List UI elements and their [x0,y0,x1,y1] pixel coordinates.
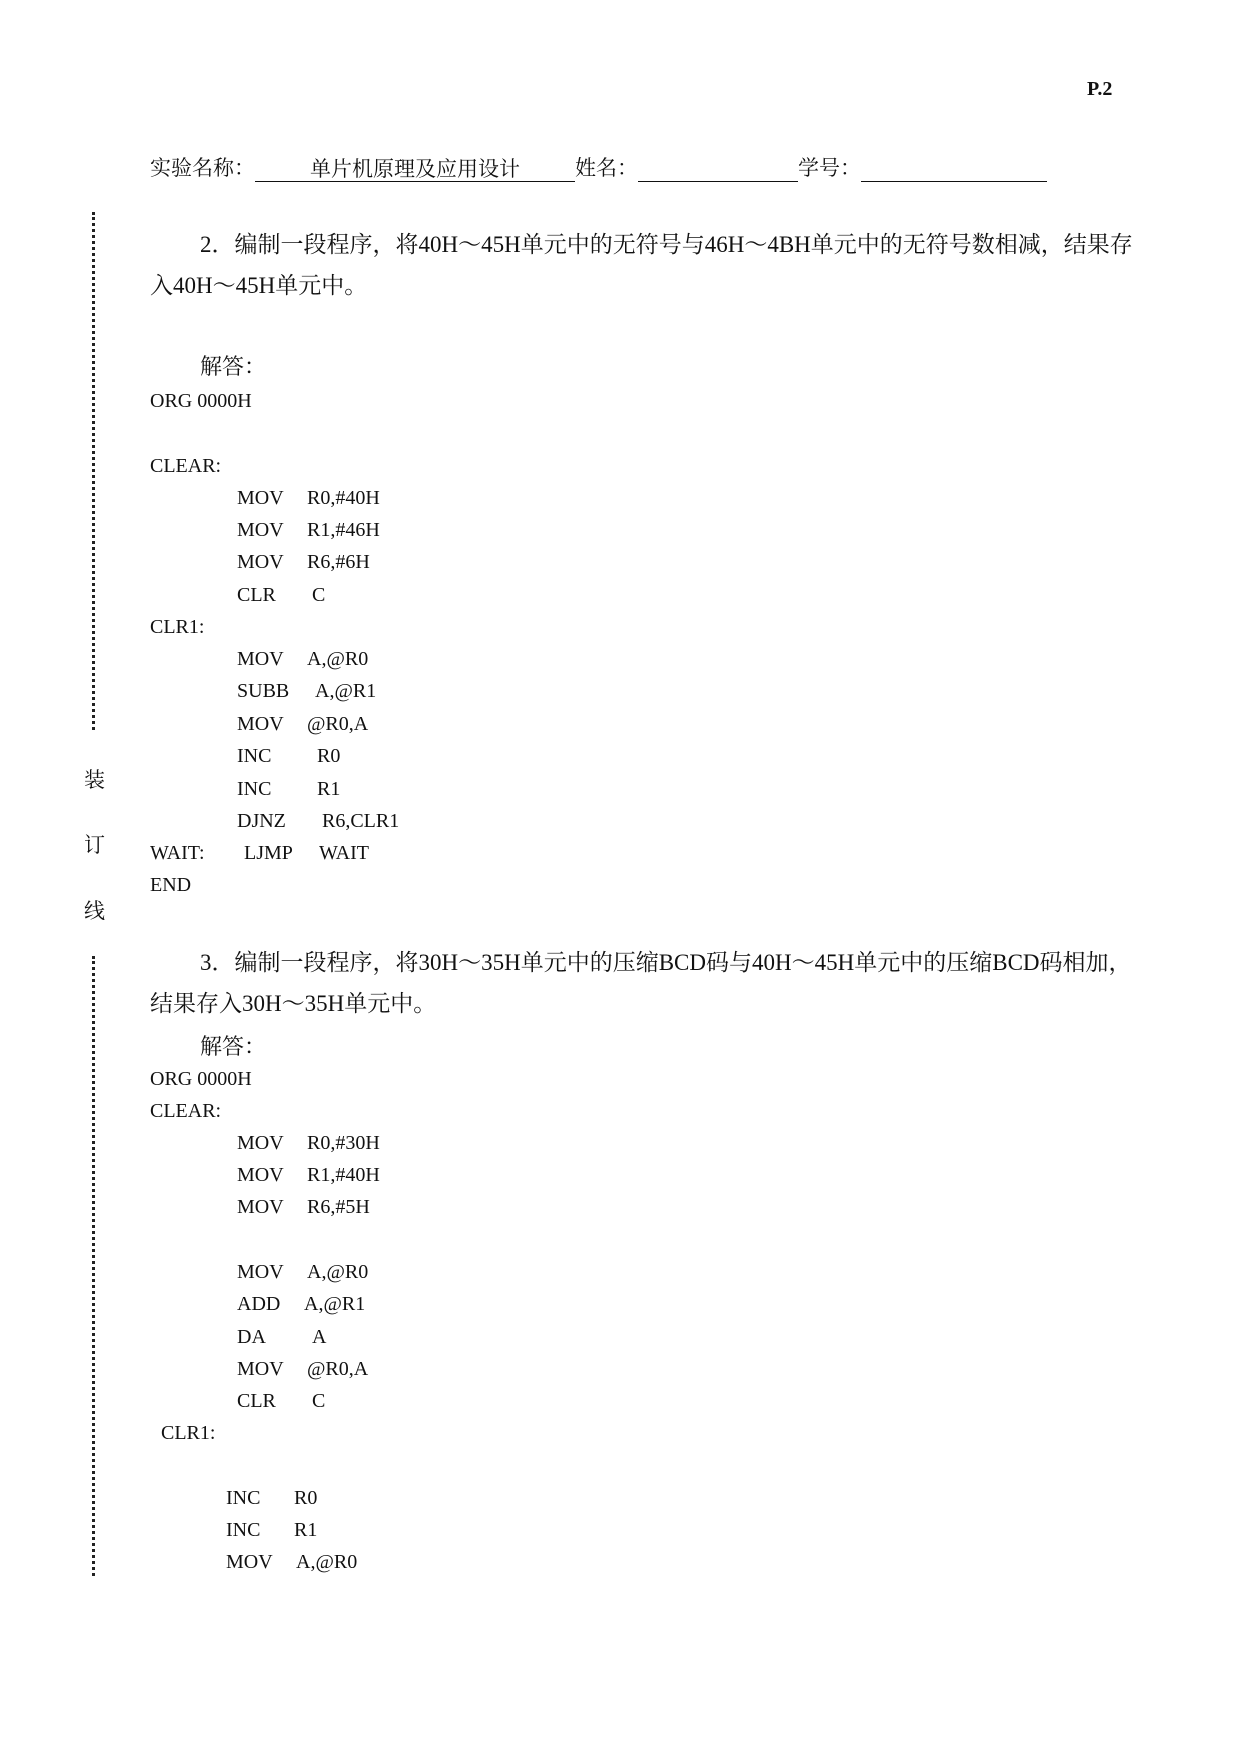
q2-line1-arg: R0,#40H [307,487,380,509]
binding-char-3: 线 [84,899,105,923]
binding-char-2: 订 [84,833,105,857]
q2-line9-arg: R1 [317,778,341,800]
q3-clear-label: CLEAR: [150,1100,222,1122]
q2-clr1-label: CLR1: [150,616,205,638]
question-2-text: 2．编制一段程序，将40H～45H单元中的无符号与46H～4BH单元中的无符号数相减，结果存入40H～45H单元中。 [150,232,1133,298]
student-id-label: 学号： [798,156,861,180]
q3-line1-arg: R0,#30H [307,1132,380,1154]
q3-line3-op: MOV [237,1196,284,1218]
q3-line4-arg: A,@R0 [307,1261,369,1283]
q3-line6-op: DA [237,1326,266,1348]
name-field [638,181,798,182]
q2-org-line: ORG 0000H [150,390,252,412]
q2-line10-arg: R6,CLR1 [322,810,400,832]
binding-dotted-line-bottom [92,956,95,1576]
q2-wait-label: WAIT: [150,842,205,864]
q2-line2-op: MOV [237,519,284,541]
q2-line9-op: INC [237,778,272,800]
q3-line9-op: INC [226,1487,261,1509]
q2-line2-arg: R1,#46H [307,519,380,541]
q2-end-line: END [150,874,192,896]
course-label: 实验名称： [150,156,255,180]
q2-wait-op: LJMP [244,842,293,864]
q3-org-line: ORG 0000H [150,1068,252,1090]
q3-line11-op: MOV [226,1551,273,1573]
q3-line6-arg: A [312,1326,327,1348]
binding-char-1: 装 [84,768,105,792]
q3-line11-arg: A,@R0 [296,1551,358,1573]
page-number: P.2 [1087,78,1113,100]
question-3-answer-label: 解答： [200,1034,267,1059]
q3-line10-arg: R1 [294,1519,318,1541]
q3-line7-arg: @R0,A [307,1358,369,1380]
q3-line8-arg: C [312,1390,326,1412]
q2-line7-op: MOV [237,713,284,735]
q3-line3-arg: R6,#5H [307,1196,370,1218]
q2-line3-arg: R6,#6H [307,551,370,573]
q2-line5-op: MOV [237,648,284,670]
q2-line8-arg: R0 [317,745,341,767]
q3-line2-op: MOV [237,1164,284,1186]
q2-line6-arg: A,@R1 [315,680,377,702]
course-name-field: 单片机原理及应用设计 [255,157,575,182]
q3-line8-op: CLR [237,1390,276,1412]
q3-line1-op: MOV [237,1132,284,1154]
q3-line4-op: MOV [237,1261,284,1283]
q2-line7-arg: @R0,A [307,713,369,735]
q2-line1-op: MOV [237,487,284,509]
question-3-text: 3．编制一段程序，将30H～35H单元中的压缩BCD码与40H～45H单元中的压缩BCD码相加，结果存入30H～35H单元中。 [150,950,1132,1016]
q2-wait-arg: WAIT [319,842,369,864]
student-id-field [861,181,1047,182]
question-2-answer-label: 解答： [200,354,267,379]
q2-line6-op: SUBB [237,680,290,702]
q2-line10-op: DJNZ [237,810,286,832]
q3-line9-arg: R0 [294,1487,318,1509]
experiment-header [150,152,1047,182]
q2-line3-op: MOV [237,551,284,573]
q2-line4-arg: C [312,584,326,606]
q2-line5-arg: A,@R0 [307,648,369,670]
q3-line7-op: MOV [237,1358,284,1380]
q3-line10-op: INC [226,1519,261,1541]
q3-line2-arg: R1,#40H [307,1164,380,1186]
name-label: 姓名： [575,156,638,180]
binding-dotted-line-top [92,212,95,730]
q3-line5-op: ADD [237,1293,281,1315]
q3-clr1-label: CLR1: [161,1422,216,1444]
q3-line5-arg: A,@R1 [304,1293,366,1315]
q2-line8-op: INC [237,745,272,767]
q2-clear-label: CLEAR: [150,455,222,477]
q2-line4-op: CLR [237,584,276,606]
